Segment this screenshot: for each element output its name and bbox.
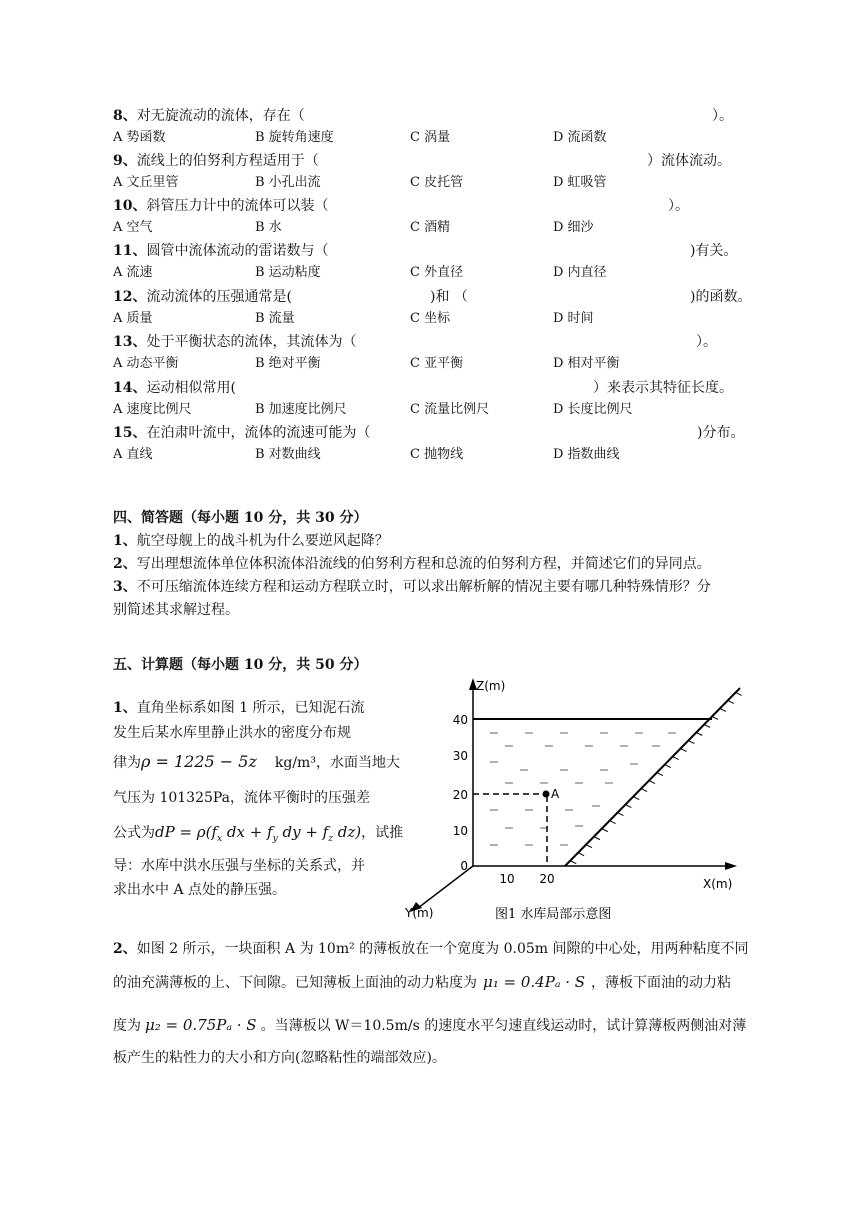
question-10-option-A: A 空气 — [113, 220, 153, 235]
dam-hatch-mark — [578, 853, 584, 856]
question-15-option-C: C 抛物线 — [410, 447, 464, 462]
question-14-stem: 14、运动相似常用( — [113, 380, 236, 396]
question-13-option-C: C 亚平衡 — [410, 356, 464, 371]
z-tick-0: 0 — [460, 859, 468, 873]
question-12-stem: 12、流动流体的压强通常是( — [113, 289, 292, 305]
dam-hatch-mark — [570, 861, 576, 864]
question-9-option-D: D 虹吸管 — [553, 175, 607, 190]
calc-1-line-1: 1、直角坐标系如图 1 所示，已知泥石流 — [113, 700, 365, 716]
section-4-title: 四、简答题（每小题 10 分，共 30 分） — [113, 510, 368, 526]
question-11-stem: 11、圆管中流体流动的雷诺数与（ — [113, 243, 329, 259]
calc-2-line-3: 度为 μ₂ = 0.75Pₐ · S 。当薄板以 W＝10.5m/s 的速度水平匀速直线运动时，试计算薄板两侧油对薄 — [113, 1016, 747, 1034]
question-14-option-D: D 长度比例尺 — [553, 402, 633, 417]
question-15-end: )分布。 — [697, 425, 745, 441]
point-a-marker — [543, 791, 550, 798]
calc-2-line-4: 板产生的粘性力的大小和方向(忽略粘性的端部效应)。 — [113, 1050, 446, 1066]
dam-hatch-mark — [657, 773, 663, 776]
short-answer-1: 1、航空母舰上的战斗机为什么要逆风起降？ — [113, 533, 389, 549]
dam-hatch-mark — [704, 724, 710, 727]
question-9-option-A: A 文丘里管 — [113, 175, 179, 190]
question-8-stem: 8、对无旋流动的流体，存在（ — [113, 108, 305, 124]
dam-hatch-mark — [594, 837, 600, 840]
dam-hatch-mark — [602, 829, 608, 832]
z-tick-40: 40 — [452, 713, 468, 727]
question-10-option-B: B 水 — [255, 220, 282, 235]
question-11-option-A: A 流速 — [113, 265, 153, 280]
question-8-option-D: D 流函数 — [553, 130, 607, 145]
question-15-option-D: D 指数曲线 — [553, 447, 620, 462]
z-tick-20: 20 — [452, 788, 468, 802]
dam-hatch-mark — [681, 749, 687, 752]
question-14-option-B: B 加速度比例尺 — [255, 402, 347, 417]
question-9-end: ）流体流动。 — [647, 153, 731, 169]
section-5-title: 五、计算题（每小题 10 分，共 50 分） — [113, 657, 368, 673]
question-12-option-C: C 坐标 — [410, 311, 451, 326]
dam-hatch-mark — [633, 797, 639, 800]
question-8-option-A: A 势函数 — [113, 130, 166, 145]
dam-hatch-mark — [618, 813, 624, 816]
calc-2-line-1: 2、如图 2 所示，一块面积 A 为 10m² 的薄板放在一个宽度为 0.05m 间隙的中心处，用两种粘度不同 — [113, 941, 749, 957]
question-15-stem: 15、在泊肃叶流中，流体的流速可能为（ — [113, 425, 371, 441]
z-tick-10: 10 — [452, 824, 468, 838]
question-11-option-C: C 外直径 — [410, 265, 464, 280]
calc-1-line-7: 求出水中 A 点处的静压强。 — [113, 882, 287, 898]
question-8-option-B: B 旋转角速度 — [255, 130, 334, 145]
question-12-mid: )和 （ — [430, 289, 468, 305]
question-15-option-A: A 直线 — [113, 447, 153, 462]
dam-hatch-mark — [625, 805, 631, 808]
question-14-option-C: C 流量比例尺 — [410, 402, 490, 417]
question-13-option-D: D 相对平衡 — [553, 356, 620, 371]
question-13-option-A: A 动态平衡 — [113, 356, 179, 371]
calc-1-line-6: 导：水库中洪水压强与坐标的关系式，并 — [113, 858, 365, 874]
dam-hatch-mark — [673, 757, 679, 760]
reservoir-figure — [400, 670, 750, 930]
question-11-option-B: B 运动粘度 — [255, 265, 321, 280]
calc-1-line-2: 发生后某水库里静止洪水的密度分布规 — [113, 725, 351, 741]
question-9-stem: 9、流线上的伯努利方程适用于（ — [113, 153, 319, 169]
dam-hatch-mark — [728, 700, 734, 703]
dam-hatch-mark — [665, 765, 671, 768]
question-10-end: ）。 — [668, 198, 689, 214]
question-8-end: ）。 — [712, 108, 733, 124]
calc-1-line-5: 公式为dP = $\rho(f_x$ dx + $f_y$ dy + $f_z$ dz)，试推 — [113, 823, 404, 844]
question-14-end: ）来表示其特征长度。 — [593, 380, 733, 396]
question-10-option-D: D 细沙 — [553, 220, 594, 235]
calc-2-line-2: 的油充满薄板的上、下间隙。已知薄板上面油的动力粘度为 μ₁ = 0.4Pₐ · S ，薄板下面油的动力粘 — [113, 973, 732, 991]
question-11-end: )有关。 — [690, 243, 738, 259]
point-a-label: A — [551, 787, 560, 801]
question-13-option-B: B 绝对平衡 — [255, 356, 321, 371]
question-12-option-B: B 流量 — [255, 311, 295, 326]
question-10-option-C: C 酒精 — [410, 220, 451, 235]
x-tick-10: 10 — [499, 872, 515, 886]
question-8-option-C: C 涡量 — [410, 130, 451, 145]
question-11-option-D: D 内直径 — [553, 265, 607, 280]
question-13-end: ）。 — [696, 334, 717, 350]
dam-hatch-mark — [649, 781, 655, 784]
x-tick-20: 20 — [539, 872, 555, 886]
z-axis-label: Z(m) — [476, 679, 506, 693]
dam-hatch-mark — [720, 708, 726, 711]
dam-hatch-mark — [696, 733, 702, 736]
dam-hatch-mark — [641, 789, 647, 792]
question-12-end: )的函数。 — [690, 289, 752, 305]
question-13-stem: 13、处于平衡状态的流体，其流体为（ — [113, 334, 357, 350]
short-answer-2: 2、写出理想流体单位体积流体沿流线的伯努利方程和总流的伯努利方程，并简述它们的异同点。 — [113, 556, 711, 572]
question-12-option-D: D 时间 — [553, 311, 594, 326]
short-answer-3-cont: 别简述其求解过程。 — [113, 602, 239, 618]
short-answer-3: 3、不可压缩流体连续方程和运动方程联立时，可以求出解析解的情况主要有哪几种特殊情形？分 — [113, 579, 711, 595]
question-9-option-C: C 皮托管 — [410, 175, 464, 190]
question-15-option-B: B 对数曲线 — [255, 447, 321, 462]
dam-hatch-mark — [688, 741, 694, 744]
dam-hatch-mark — [712, 716, 718, 719]
question-12-option-A: A 质量 — [113, 311, 153, 326]
calc-1-line-3: 律为ρ = 1225 − 5z kg/m³，水面当地大 — [113, 752, 400, 771]
z-tick-30: 30 — [452, 749, 468, 763]
question-10-stem: 10、斜管压力计中的流体可以装（ — [113, 198, 329, 214]
x-axis-label: X(m) — [703, 877, 733, 891]
figure-caption: 图1 水库局部示意图 — [495, 907, 612, 922]
dam-hatch-mark — [586, 845, 592, 848]
question-9-option-B: B 小孔出流 — [255, 175, 321, 190]
y-axis-label: Y(m) — [405, 906, 434, 920]
calc-1-line-4: 气压为 101325Pa，流体平衡时的压强差 — [113, 790, 371, 806]
dam-hatch-mark — [736, 692, 742, 695]
question-14-option-A: A 速度比例尺 — [113, 402, 192, 417]
dam-hatch-mark — [610, 821, 616, 824]
